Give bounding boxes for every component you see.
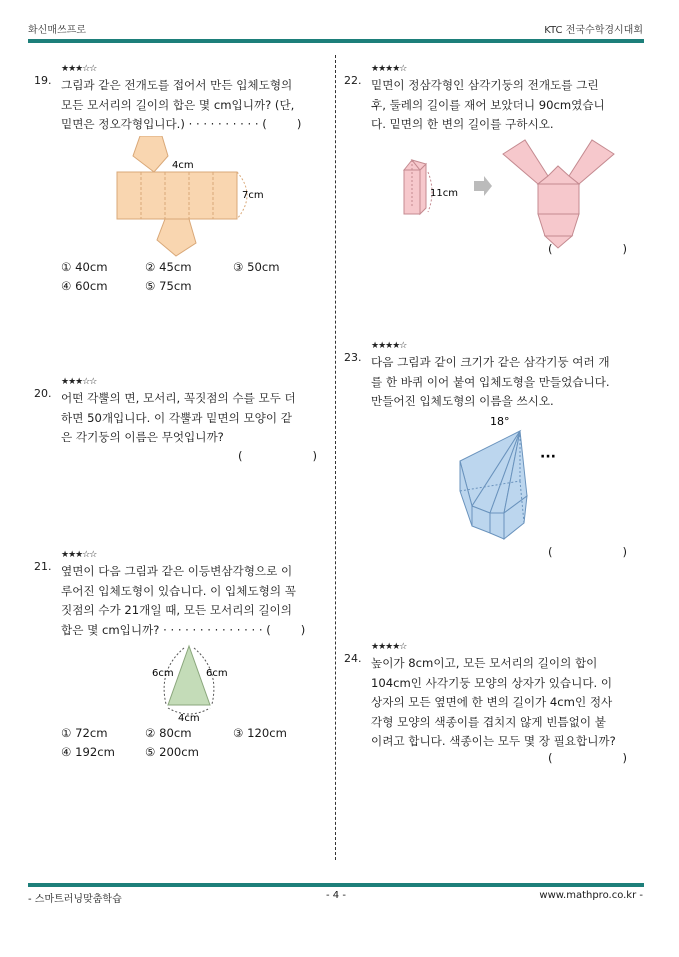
choice-1[interactable]: ① 40cm xyxy=(61,260,108,274)
question-number: 21. xyxy=(34,560,52,573)
choice-5[interactable]: ⑤ 75cm xyxy=(145,279,192,293)
arrow-icon xyxy=(474,176,492,196)
header-right: KTC 전국수학경시대회 xyxy=(544,25,643,36)
edge-label-4cm: 4cm xyxy=(172,160,194,171)
question-20 xyxy=(34,377,324,477)
difficulty-stars: ★★★★☆ xyxy=(371,642,407,652)
choice-1[interactable]: ① 72cm xyxy=(61,726,108,740)
question-text: 그림과 같은 전개도를 접어서 만든 입체도형의 모든 모서리의 길이의 합은 몇 cm입니까? (단, 밑면은 정오각형입니다.) · · · · · · · · · · ( ) xyxy=(61,78,302,131)
angle-label: 18° xyxy=(490,415,510,428)
side-label-left: 6cm xyxy=(152,668,174,679)
question-text: 밑면이 정삼각형인 삼각기둥의 전개도를 그린 후, 둘레의 길이를 재어 보았더니 90cm였습니 다. 밑면의 한 변의 길이를 구하시오. xyxy=(371,78,605,131)
question-24 xyxy=(344,642,644,772)
answer-blank[interactable]: ( ) xyxy=(238,449,318,463)
difficulty-stars: ★★★★☆ xyxy=(371,341,407,351)
triangular-prism-and-net xyxy=(400,136,650,254)
question-text: 옆면이 다음 그림과 같은 이등변삼각형으로 이 루어진 입체도형이 있습니다. 이 입체도형의 꼭 짓점의 수가 21개일 때, 모든 모서리의 길이의 합은 몇 cm입니까? · · · · · · · · · · · · · · ( ) xyxy=(61,564,306,637)
question-number: 22. xyxy=(344,74,362,87)
footer-rule xyxy=(28,883,644,887)
page-number: - 4 - xyxy=(326,890,346,901)
choice-3[interactable]: ③ 120cm xyxy=(233,726,287,740)
question-number: 20. xyxy=(34,387,52,400)
choice-2[interactable]: ② 45cm xyxy=(145,260,192,274)
difficulty-stars: ★★★★☆ xyxy=(371,64,407,74)
header-left: 화신매쓰프로 xyxy=(28,25,86,36)
footer-right: www.mathpro.co.kr - xyxy=(539,890,643,901)
question-number: 24. xyxy=(344,652,362,665)
ellipsis: ··· xyxy=(540,449,556,465)
pentagonal-prism-net xyxy=(114,136,314,258)
side-label-right: 6cm xyxy=(206,668,228,679)
joined-prisms-solid xyxy=(452,411,562,543)
question-23 xyxy=(344,341,644,567)
choice-4[interactable]: ④ 192cm xyxy=(61,745,115,759)
column-divider xyxy=(335,55,336,860)
edge-label-7cm: 7cm xyxy=(242,190,264,201)
difficulty-stars: ★★★☆☆ xyxy=(61,550,97,560)
choice-2[interactable]: ② 80cm xyxy=(145,726,192,740)
answer-blank[interactable]: ( ) xyxy=(548,242,628,256)
isosceles-triangle-figure xyxy=(150,642,240,724)
question-number: 23. xyxy=(344,351,362,364)
header-rule xyxy=(28,39,644,43)
question-text: 다음 그림과 같이 크기가 같은 삼각기둥 여러 개 를 한 바퀴 이어 붙여 입체도형을 만들었습니다. 만들어진 입체도형의 이름을 쓰시오. xyxy=(371,355,610,408)
height-label: 11cm xyxy=(430,188,458,199)
question-22 xyxy=(344,64,644,264)
question-19 xyxy=(34,64,324,304)
footer-left: - 스마트러닝맞춤학습 xyxy=(28,894,122,905)
question-text: 높이가 8cm이고, 모든 모서리의 길이의 합이 104cm인 사각기둥 모양의 상자가 있습니다. 이 상자의 모든 옆면에 한 변의 길이가 4cm인 정사 각형 모양의 색종이를 겹치지 않게 빈틈없이 붙 이려고 합니다. 색종이는 모두 몇 장 필요합니까? xyxy=(371,656,616,748)
choice-3[interactable]: ③ 50cm xyxy=(233,260,280,274)
difficulty-stars: ★★★☆☆ xyxy=(61,64,97,74)
choice-4[interactable]: ④ 60cm xyxy=(61,279,108,293)
question-21 xyxy=(34,550,324,770)
difficulty-stars: ★★★☆☆ xyxy=(61,377,97,387)
base-label: 4cm xyxy=(178,713,200,724)
answer-blank[interactable]: ( ) xyxy=(548,545,628,559)
answer-blank[interactable]: ( ) xyxy=(548,751,628,765)
choice-5[interactable]: ⑤ 200cm xyxy=(145,745,199,759)
question-number: 19. xyxy=(34,74,52,87)
question-text: 어떤 각뿔의 면, 모서리, 꼭짓점의 수를 모두 더 하면 50개입니다. 이 각뿔과 밑면의 모양이 같 은 각기둥의 이름은 무엇입니까? xyxy=(61,391,296,444)
